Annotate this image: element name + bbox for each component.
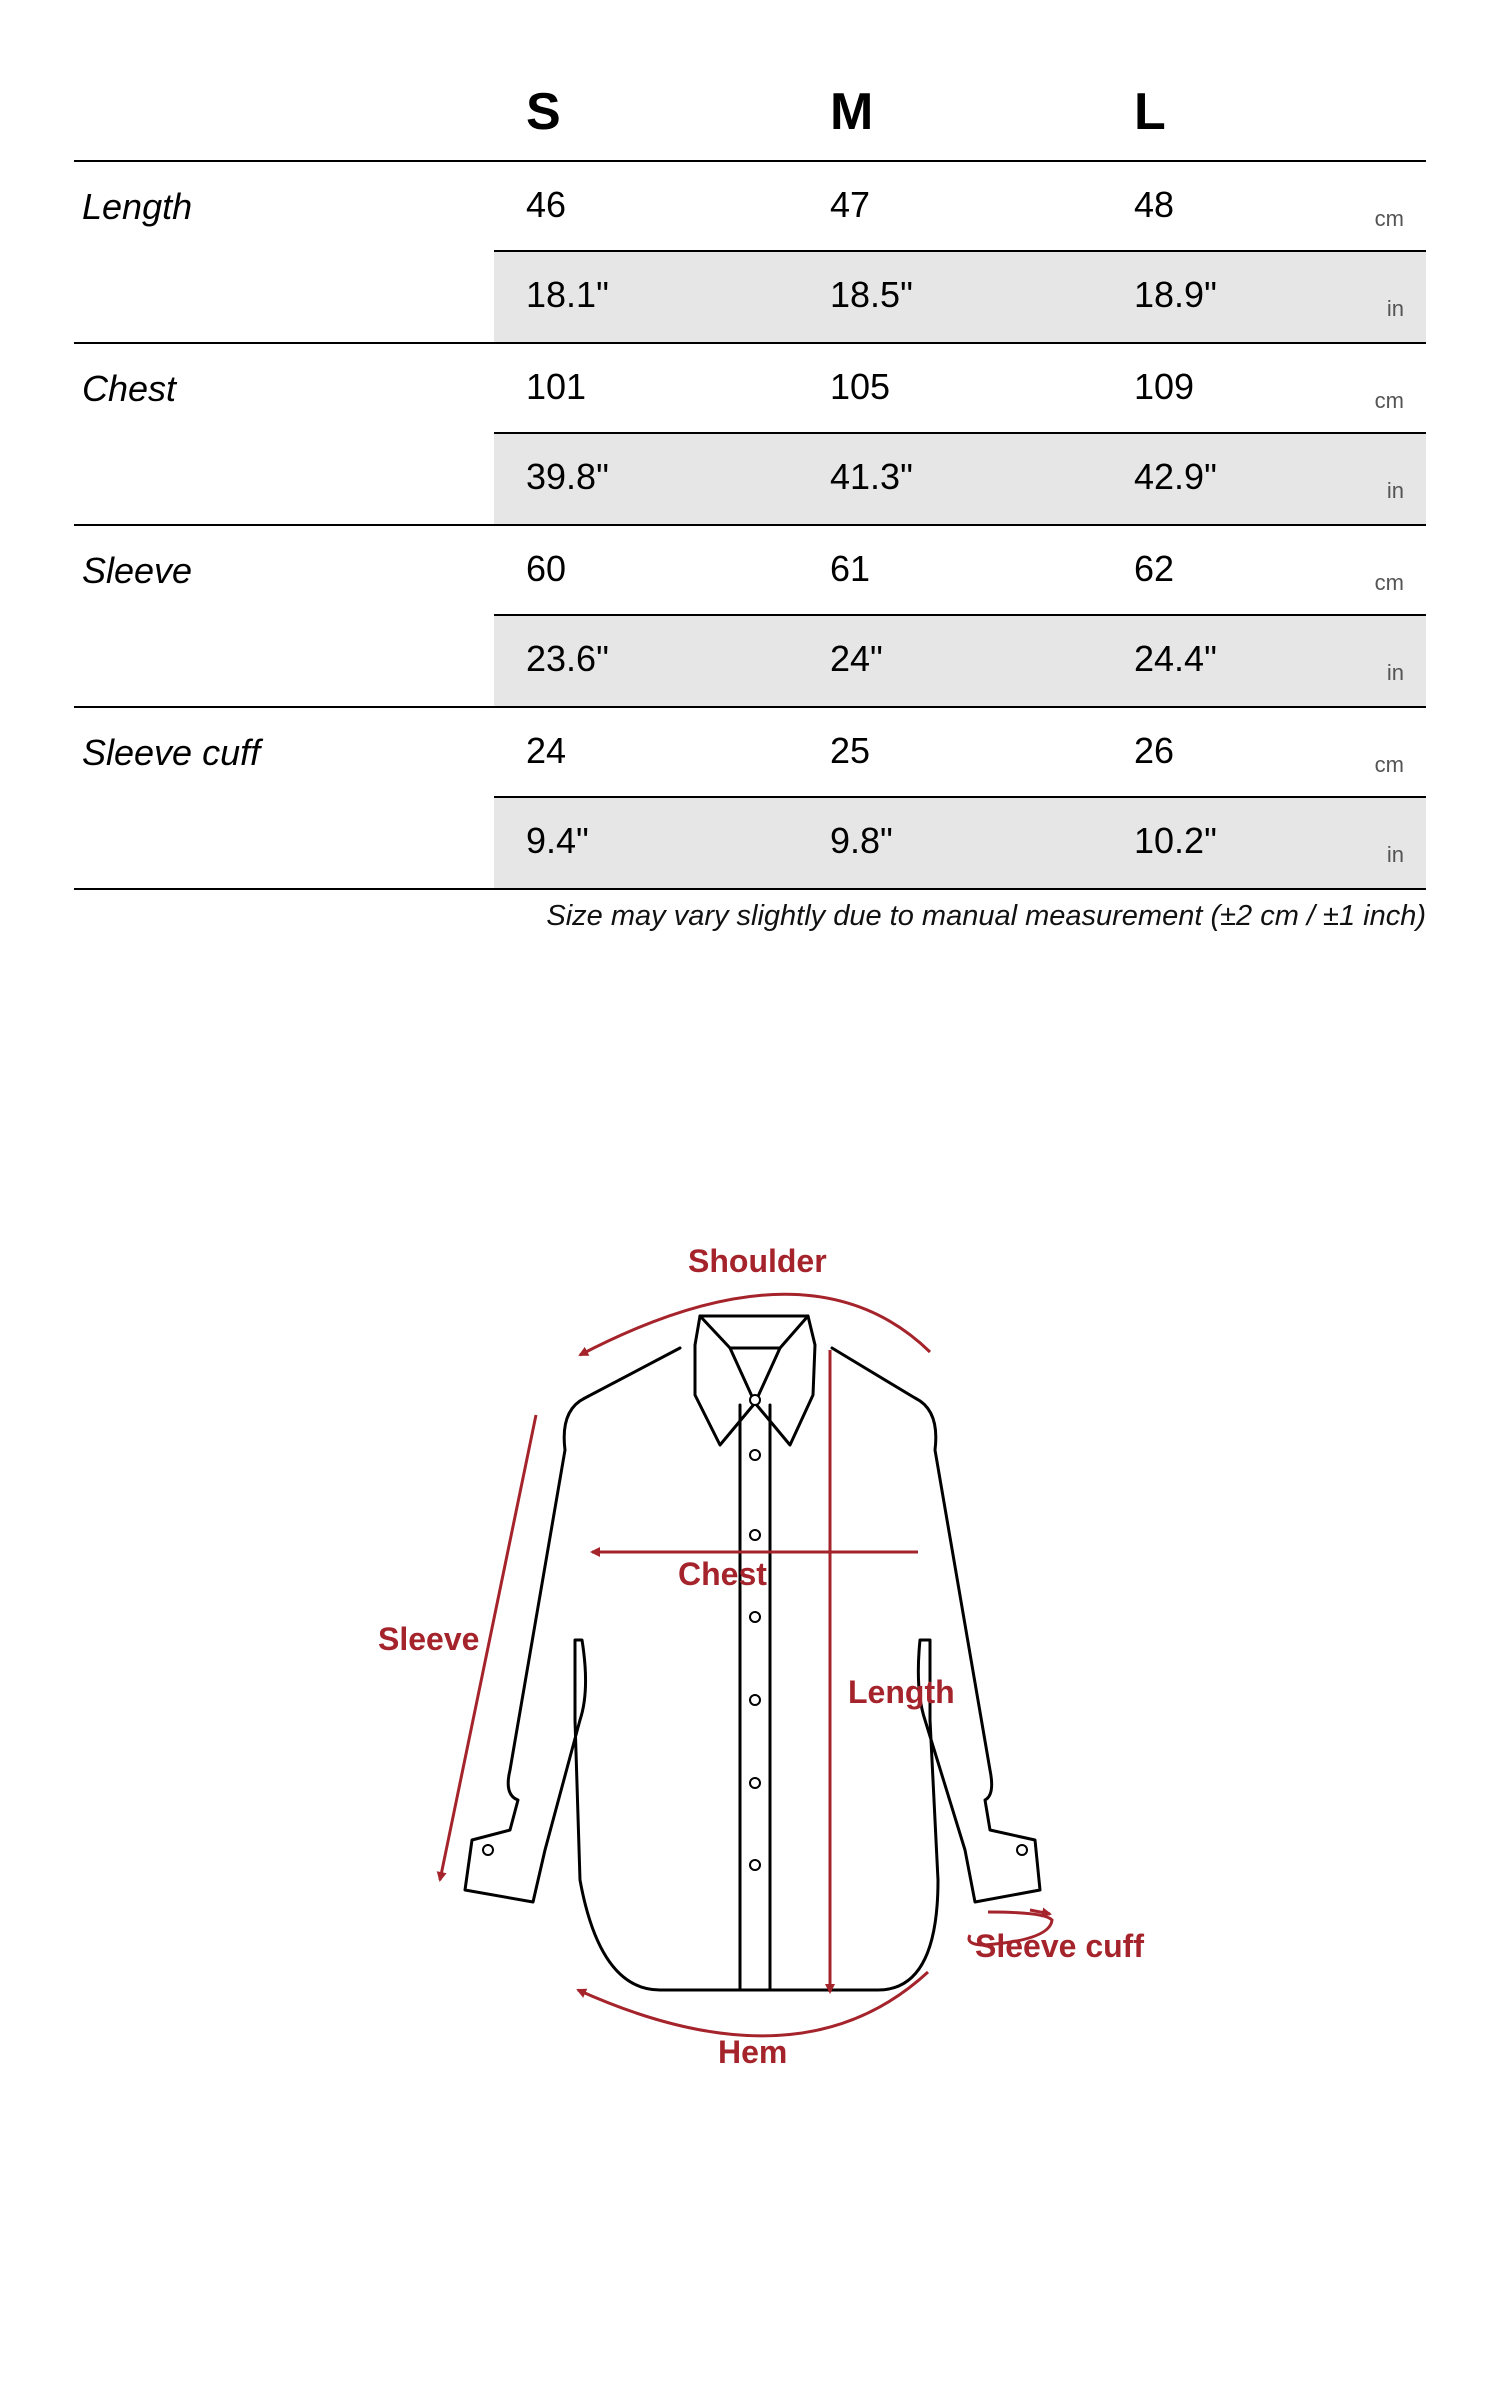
value-cell: 18.1"	[526, 274, 609, 315]
value-cell: 42.9"	[1134, 456, 1217, 497]
value-cell: 101	[526, 366, 587, 407]
size-header-l: L	[1134, 83, 1166, 141]
value-cell: 25	[830, 730, 871, 771]
unit-label-in: in	[1386, 842, 1404, 867]
unit-label-cm: cm	[1374, 206, 1404, 231]
value-cell: 41.3"	[830, 456, 913, 497]
cm-row	[494, 526, 1426, 616]
cm-row	[494, 344, 1426, 434]
measurement-group-sleeve-cuff	[74, 708, 1426, 890]
unit-label-cm: cm	[1374, 752, 1404, 777]
value-cell: 10.2"	[1134, 820, 1217, 861]
measurement-label: Chest	[82, 368, 177, 409]
measurement-disclaimer: Size may vary slightly due to manual measurement (±2 cm / ±1 inch)	[546, 900, 1426, 932]
measurement-group-sleeve	[74, 526, 1426, 708]
inch-row	[494, 616, 1426, 706]
button-icons	[483, 1395, 1027, 1870]
chest-label: Chest	[678, 1556, 767, 1592]
value-cell: 26	[1134, 730, 1175, 771]
unit-label-cm: cm	[1374, 570, 1404, 595]
value-cell: 9.8"	[830, 820, 893, 861]
value-cell: 109	[1134, 366, 1195, 407]
measurement-group-chest	[74, 344, 1426, 526]
value-cell: 62	[1134, 548, 1175, 589]
hem-label: Hem	[718, 2034, 788, 2070]
cm-row	[494, 162, 1426, 252]
unit-label-in: in	[1386, 478, 1404, 503]
value-cell: 24.4"	[1134, 638, 1217, 679]
size-chart-table	[74, 60, 1426, 890]
inch-row	[494, 252, 1426, 342]
shirt-outline-icon	[465, 1316, 1040, 1990]
value-cell: 47	[830, 184, 871, 225]
inch-row	[494, 434, 1426, 524]
value-cell: 18.9"	[1134, 274, 1217, 315]
cm-row	[494, 708, 1426, 798]
value-cell: 48	[1134, 184, 1175, 225]
measurement-group-length	[74, 162, 1426, 344]
value-cell: 60	[526, 548, 567, 589]
value-cell: 24	[526, 730, 567, 771]
sleeve-label: Sleeve	[378, 1621, 480, 1657]
value-cell: 9.4"	[526, 820, 589, 861]
size-header-row	[74, 60, 1426, 162]
measurement-label: Sleeve	[82, 550, 193, 591]
sleeve-cuff-label: Sleeve cuff	[975, 1928, 1144, 1964]
measurement-arrows	[440, 1294, 1052, 2036]
value-cell: 23.6"	[526, 638, 609, 679]
shirt-measurement-diagram	[0, 1200, 1500, 2100]
value-cell: 39.8"	[526, 456, 609, 497]
size-header-s: S	[526, 83, 561, 141]
size-header-m: M	[830, 83, 874, 141]
measurement-label: Sleeve cuff	[82, 732, 261, 773]
unit-label-in: in	[1386, 660, 1404, 685]
value-cell: 24"	[830, 638, 883, 679]
shoulder-arrow	[580, 1294, 930, 1355]
value-cell: 18.5"	[830, 274, 913, 315]
shoulder-label: Shoulder	[688, 1243, 827, 1279]
length-label: Length	[848, 1674, 955, 1710]
measurement-label: Length	[82, 186, 193, 227]
unit-label-in: in	[1386, 296, 1404, 321]
value-cell: 61	[830, 548, 871, 589]
value-cell: 105	[830, 366, 891, 407]
inch-row	[494, 798, 1426, 888]
value-cell: 46	[526, 184, 567, 225]
unit-label-cm: cm	[1374, 388, 1404, 413]
